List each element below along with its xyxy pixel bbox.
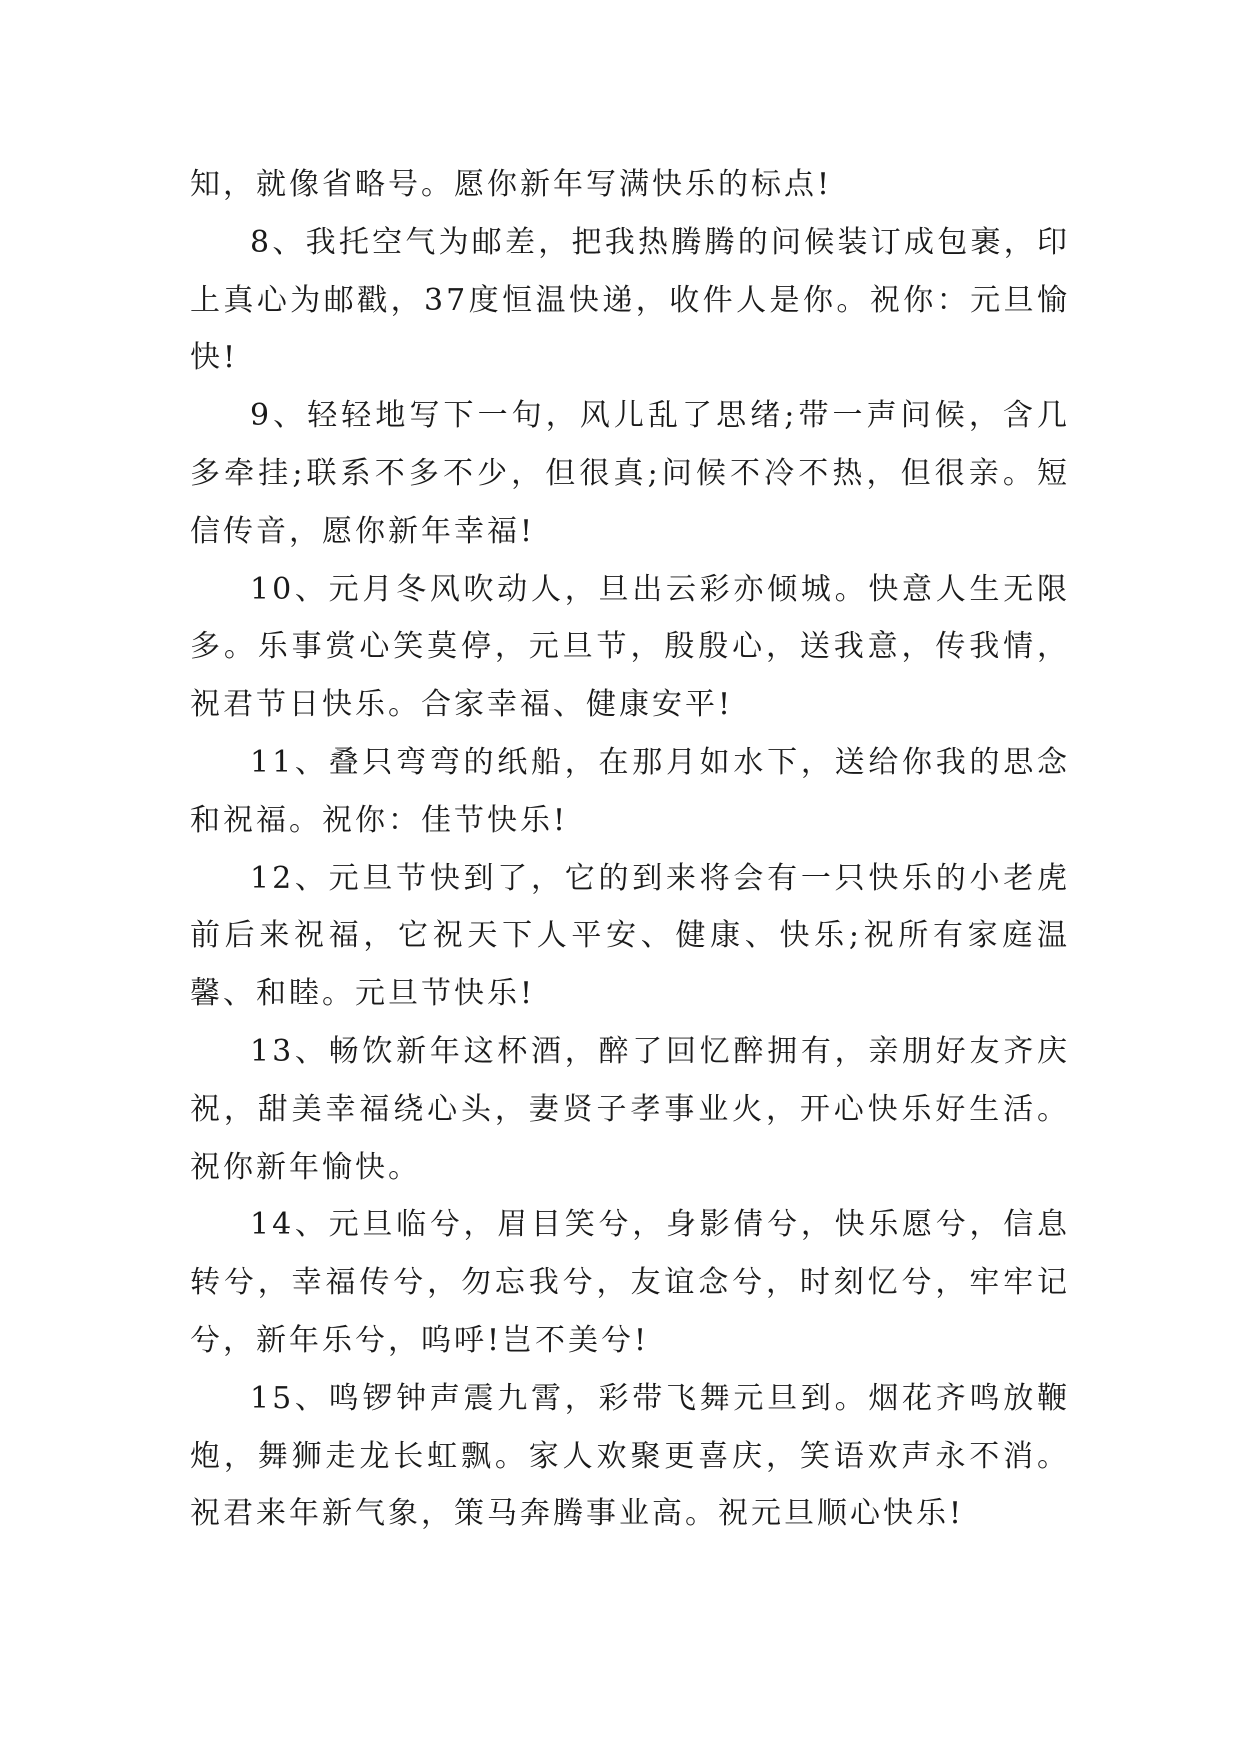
paragraph-8: 8、我托空气为邮差，把我热腾腾的问候装订成包裹，印上真心为邮戳，37度恒温快递，收件人是你。祝你：元旦愉快! bbox=[190, 224, 1070, 376]
paragraph-15: 15、鸣锣钟声震九霄，彩带飞舞元旦到。烟花齐鸣放鞭炮，舞狮走龙长虹飘。家人欢聚更喜庆，笑语欢声永不消。祝君来年新气象，策马奔腾事业高。祝元旦顺心快乐! bbox=[190, 1380, 1070, 1532]
paragraph-9: 9、轻轻地写下一句，风儿乱了思绪;带一声问候，含几多牵挂;联系不多不少，但很真;问候不冷不热，但很亲。短信传音，愿你新年幸福! bbox=[190, 398, 1070, 549]
paragraph-11: 11、叠只弯弯的纸船，在那月如水下，送给你我的思念和祝福。祝你：佳节快乐! bbox=[190, 744, 1070, 838]
paragraph-continuation: 知，就像省略号。愿你新年写满快乐的标点! bbox=[190, 167, 833, 202]
paragraph-10: 10、元月冬风吹动人，旦出云彩亦倾城。快意人生无限多。乐事赏心笑莫停，元旦节，殷殷心，送我意，传我情，祝君节日快乐。合家幸福、健康安平! bbox=[190, 571, 1070, 723]
body-text bbox=[190, 156, 1070, 1543]
paragraph-12: 12、元旦节快到了，它的到来将会有一只快乐的小老虎前后来祝福，它祝天下人平安、健康、快乐;祝所有家庭温馨、和睦。元旦节快乐! bbox=[190, 860, 1070, 1012]
paragraph-14: 14、元旦临兮，眉目笑兮，身影倩兮，快乐愿兮，信息转兮，幸福传兮，勿忘我兮，友谊念兮，时刻忆兮，牢牢记兮，新年乐兮，呜呼!岂不美兮! bbox=[190, 1207, 1070, 1358]
paragraph-13: 13、畅饮新年这杯酒，醉了回忆醉拥有，亲朋好友齐庆祝，甜美幸福绕心头，妻贤子孝事业火，开心快乐好生活。祝你新年愉快。 bbox=[190, 1033, 1070, 1185]
